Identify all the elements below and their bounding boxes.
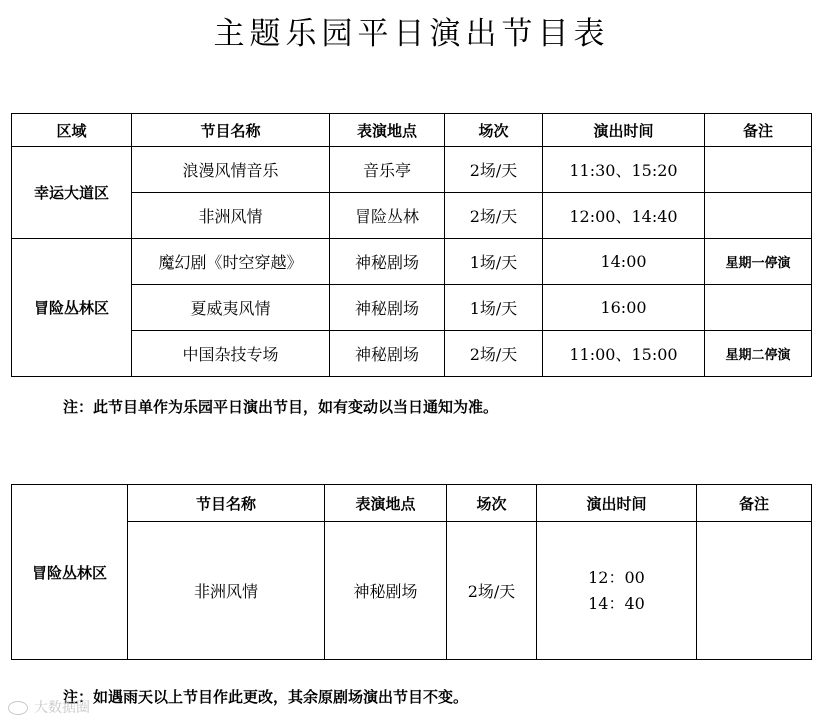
shows-cell: 2场/天 — [445, 331, 543, 377]
venue-cell: 音乐亭 — [330, 147, 445, 193]
watermark-text: 大数据圈 — [34, 700, 90, 716]
table-row — [12, 331, 812, 377]
shows-cell: 2场/天 — [447, 522, 537, 660]
time-cell — [537, 522, 697, 660]
footnote-1: 注：此节目单作为乐园平日演出节目，如有变动以当日通知为准。 — [63, 398, 499, 416]
header-note: 备注 — [697, 485, 812, 522]
zone-cell: 幸运大道区 — [12, 147, 132, 239]
note-cell — [705, 285, 812, 331]
table-row — [12, 522, 812, 660]
program-cell: 中国杂技专场 — [132, 331, 330, 377]
time-cell: 12:00、14:40 — [543, 193, 705, 239]
program-cell: 夏威夷风情 — [132, 285, 330, 331]
table-row — [12, 285, 812, 331]
shows-cell: 2场/天 — [445, 147, 543, 193]
time-value: 12：00 — [588, 567, 645, 587]
page-title: 主题乐园平日演出节目表 — [213, 16, 610, 52]
shows-cell: 2场/天 — [445, 193, 543, 239]
table-header-row — [12, 114, 812, 147]
table-row — [12, 239, 812, 285]
footnote-2: 注：如遇雨天以上节目作此更改，其余原剧场演出节目不变。 — [63, 688, 469, 706]
schedule-table — [11, 113, 812, 377]
note-cell: 星期一停演 — [705, 239, 812, 285]
header-time: 演出时间 — [537, 485, 697, 522]
header-shows: 场次 — [447, 485, 537, 522]
table-header-row — [12, 485, 812, 522]
time-cell: 11:30、15:20 — [543, 147, 705, 193]
program-cell: 非洲风情 — [128, 522, 325, 660]
header-note: 备注 — [705, 114, 812, 147]
note-cell: 星期二停演 — [705, 331, 812, 377]
table-row — [12, 147, 812, 193]
venue-cell: 神秘剧场 — [325, 522, 447, 660]
watermark-logo-icon — [8, 701, 28, 715]
table-row — [12, 193, 812, 239]
header-venue: 表演地点 — [325, 485, 447, 522]
time-cell: 14:00 — [543, 239, 705, 285]
venue-cell: 冒险丛林 — [330, 193, 445, 239]
header-venue: 表演地点 — [330, 114, 445, 147]
header-shows: 场次 — [445, 114, 543, 147]
venue-cell: 神秘剧场 — [330, 285, 445, 331]
rain-schedule-table — [11, 484, 812, 660]
shows-cell: 1场/天 — [445, 285, 543, 331]
zone-cell: 冒险丛林区 — [12, 239, 132, 377]
header-time: 演出时间 — [543, 114, 705, 147]
time-value: 14：40 — [588, 593, 645, 613]
header-program: 节目名称 — [128, 485, 325, 522]
note-cell — [697, 522, 812, 660]
time-cell: 11:00、15:00 — [543, 331, 705, 377]
watermark — [8, 697, 90, 717]
venue-cell: 神秘剧场 — [330, 331, 445, 377]
header-program: 节目名称 — [132, 114, 330, 147]
note-cell — [705, 193, 812, 239]
program-cell: 浪漫风情音乐 — [132, 147, 330, 193]
header-zone: 区域 — [12, 114, 132, 147]
note-cell — [705, 147, 812, 193]
venue-cell: 神秘剧场 — [330, 239, 445, 285]
program-cell: 非洲风情 — [132, 193, 330, 239]
zone-cell: 冒险丛林区 — [12, 485, 128, 660]
time-cell: 16:00 — [543, 285, 705, 331]
shows-cell: 1场/天 — [445, 239, 543, 285]
program-cell: 魔幻剧《时空穿越》 — [132, 239, 330, 285]
